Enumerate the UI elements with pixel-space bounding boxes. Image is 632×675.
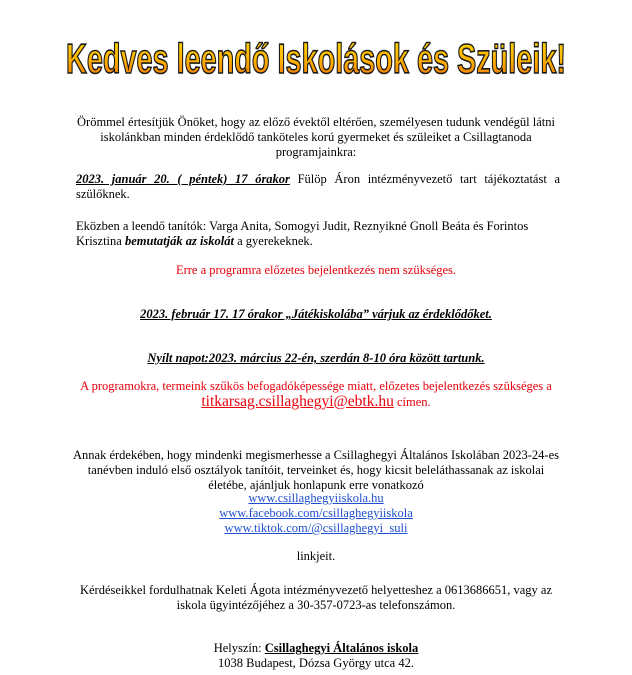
venue-label: Helyszín: [213,641,265,655]
tiktok-link[interactable]: www.tiktok.com/@csillaghegyi_suli [224,521,408,535]
event2-line: 2023. február 17. 17 órakor „Játékiskolába” várjuk az érdeklődőket. [140,307,492,321]
venue-block [60,641,572,671]
venue-name: Csillaghegyi Általános iskola [264,641,419,655]
venue-address: 1038 Budapest, Dózsa György utca 42. [218,656,414,670]
links-suffix: linkjeit. [296,549,336,563]
teachers-emph: bemutatják az iskolát [124,234,234,248]
teachers-text1: Eközben a leendő tanítók: Varga Anita, Somogyi Judit, Reznyikné Gnoll Beáta és Forintos Krisztina [76,219,529,248]
teachers-text2: a gyerekeknek. [234,234,313,248]
headline [0,32,632,84]
no-registration-note: Erre a programra előzetes bejelentkezés nem szükséges. [175,263,457,277]
event3-line: Nyílt napot:2023. március 22-én, szerdán 8-10 óra között tartunk. [147,351,485,365]
event1-date: 2023. január 20. ( péntek) 17 órakor [76,172,290,186]
headline-text: Kedves leendő Iskolások és Szüleik! [66,35,566,82]
event1-text: Fülöp Áron intézményvezető tart tájékoztatást a szülőknek. [76,172,560,201]
registration-email[interactable]: titkarsag.csillaghegyi@ebtk.hu [201,393,394,410]
facebook-link[interactable]: www.facebook.com/csillaghegyiiskola [219,506,413,520]
teachers-paragraph [76,219,556,249]
intro-paragraph: Örömmel értesítjük Önöket, hogy az előző évektől eltérően, személyesen tudunk vendégül látni iskolánkban minden érdeklődő tanköteles korú gyermeket és szüleiket a Csillagtanoda programjainkra: [77,115,555,159]
registration-paragraph [70,379,562,410]
contact-paragraph: Kérdéseikkel fordulhatnak Keleti Ágota intézményvezető helyetteshez a 0613686651, vagy az iskola ügyintézőjéhez a 30-357-0723-as telefonszámon. [79,583,553,612]
website-link[interactable]: www.csillaghegyiiskola.hu [248,491,384,505]
website-intro: Annak érdekében, hogy mindenki megismerhesse a Csillaghegyi Általános Iskolában 2023-24-es tanévben induló első osztályok tanítóit, terveinket és, hogy kicsit beleláthassanak az iskolai életébe, ajánljuk honlapunk erre vonatkozó [73,448,559,492]
event1-paragraph [76,172,560,202]
registration-text1: A programokra, termeink szűkös befogadóképessége miatt, előzetes bejelentkezés szükséges a [80,379,552,393]
registration-text2: címen. [393,395,431,409]
links-list [60,491,572,536]
headline-wordart [36,32,596,84]
